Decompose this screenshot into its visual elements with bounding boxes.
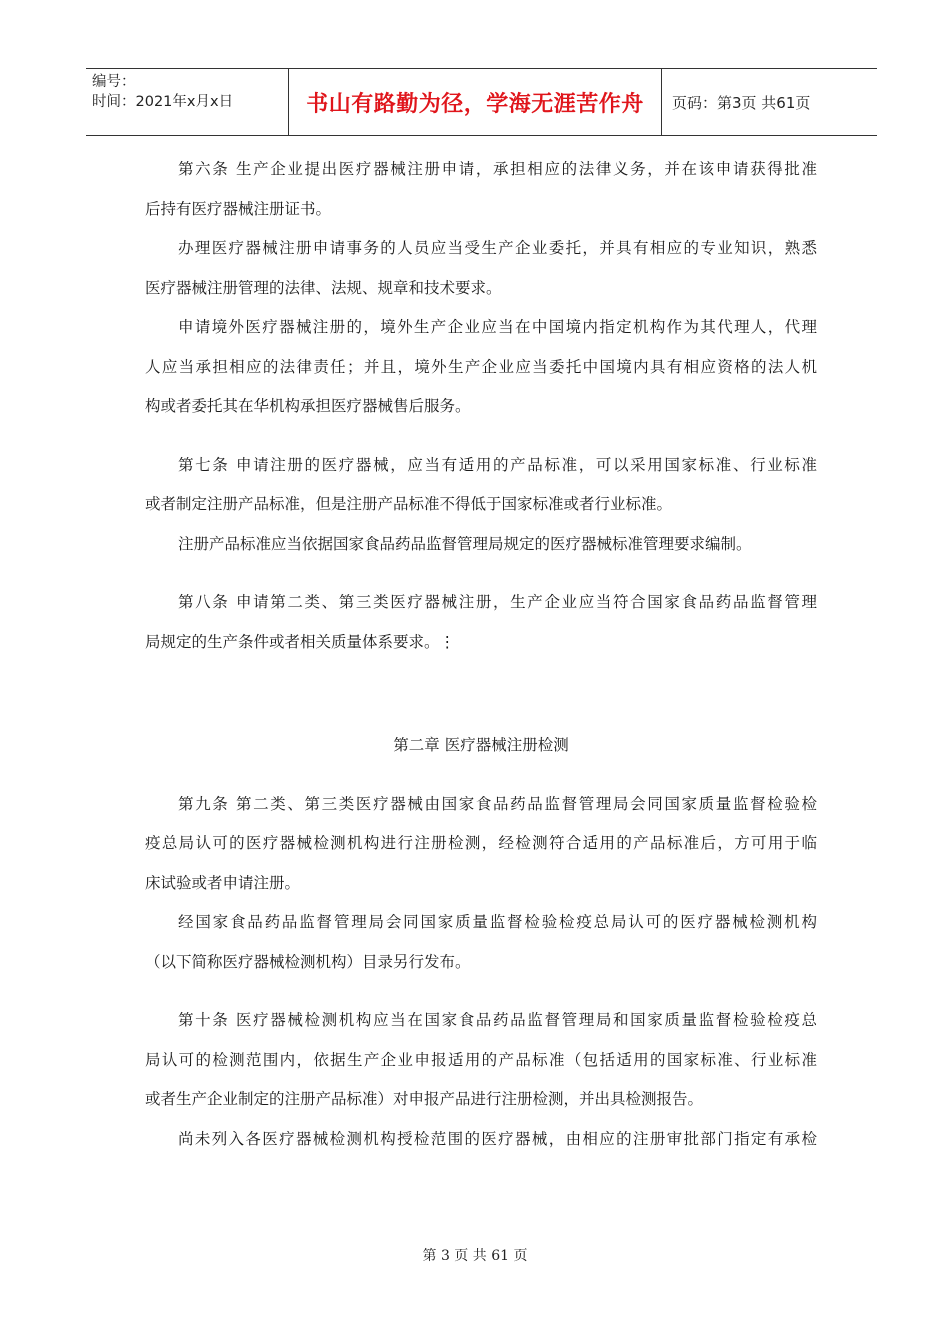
article-6-para-3 [145,308,817,427]
article-10-para-1 [145,1001,817,1120]
text-line: 尚未列入各医疗器械检测机构授检范围的医疗器械，由相应的注册审批部门指定有承检 [178,1129,817,1148]
text-line: 第八条 申请第二类、第三类医疗器械注册，生产企业应当符合国家食品药品监督管理 [178,593,817,611]
document-body [145,150,817,1159]
doc-time-label: 时间：2021年x月x日 [92,94,234,110]
header-meta [86,69,288,135]
text-line: 人应当承担相应的法律责任；并且，境外生产企业应当委托中国境内具有相应资格的法人机 [145,357,817,376]
text-line: 或者生产企业制定的注册产品标准）对申报产品进行注册检测，并出具检测报告。 [145,1090,704,1108]
text-line: 疫总局认可的医疗器械检测机构进行注册检测，经检测符合适用的产品标准后，方可用于临 [145,834,817,852]
article-10-para-2 [145,1120,817,1160]
text-line: 第十条 医疗器械检测机构应当在国家食品药品监督管理局和国家质量监督检验检疫总 [178,1011,817,1029]
article-6-para-1 [145,150,817,229]
header-motto: 书山有路勤为径，学海无涯苦作舟 [288,69,662,135]
doc-number-label: 编号： [92,74,136,90]
text-line: （以下简称医疗器械检测机构）目录另行发布。 [145,952,471,971]
text-line: 经国家食品药品监督管理局会同国家质量监督检验检疫总局认可的医疗器械检测机构 [178,913,817,931]
text-line: 床试验或者申请注册。 [145,873,301,892]
text-line: 或者制定注册产品标准，但是注册产品标准不得低于国家标准或者行业标准。 [145,495,673,513]
text-line: 第九条 第二类、第三类医疗器械由国家食品药品监督管理局会同国家质量监督检验检 [178,794,817,813]
chapter-heading: 第二章 医疗器械注册检测 [393,736,569,754]
text-line: 构或者委托其在华机构承担医疗器械售后服务。 [145,397,471,415]
article-9-para-1 [145,785,817,904]
text-line: 第六条 生产企业提出医疗器械注册申请，承担相应的法律义务，并在该申请获得批准 [178,160,817,178]
text-line: 后持有医疗器械注册证书。 [145,199,332,218]
page-footer: 第 3 页 共 61 页 [422,1248,528,1264]
page-header [86,68,877,136]
text-line: 第七条 申请注册的医疗器械，应当有适用的产品标准，可以采用国家标准、行业标准 [178,455,817,474]
article-7-para-1 [145,446,817,525]
text-line: 注册产品标准应当依据国家食品药品监督管理局规定的医疗器械标准管理要求编制。 [178,534,752,553]
article-7-para-2 [145,525,817,565]
article-6-para-2 [145,229,817,308]
article-8-para-1 [145,583,817,662]
header-page-info: 页码：第3页 共61页 [672,93,811,112]
text-line: 申请境外医疗器械注册的，境外生产企业应当在中国境内指定机构作为其代理人，代理 [178,318,817,336]
text-line: 局规定的生产条件或者相关质量体系要求。⋮ [145,632,456,651]
text-line: 局认可的检测范围内，依据生产企业申报适用的产品标准（包括适用的国家标准、行业标准 [145,1050,817,1069]
article-9-para-2 [145,903,817,982]
text-line: 医疗器械注册管理的法律、法规、规章和技术要求。 [145,278,502,297]
text-line: 办理医疗器械注册申请事务的人员应当受生产企业委托，并具有相应的专业知识，熟悉 [178,239,817,257]
